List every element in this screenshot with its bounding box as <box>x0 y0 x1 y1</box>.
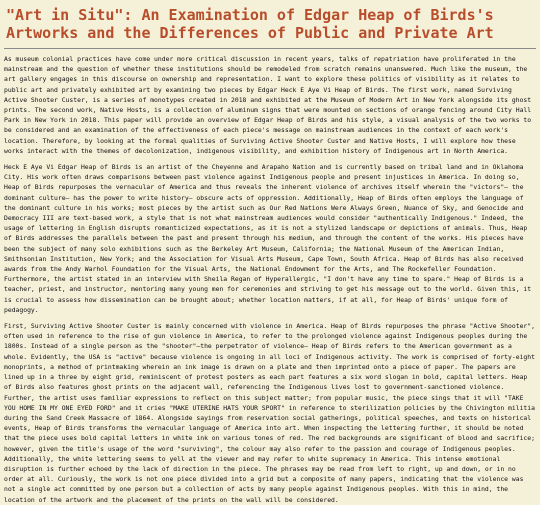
paragraph-surviving-active-shooter-custer: First, Surviving Active Shooter Custer is mainly concerned with violence in America. Heap of Birds repurposes the phrase "Active Shooter", often used in reference to the rise of gun violence in America, to refer to the prolonged violence against Indigenous peoples during the 1800s. Instead of a single person as the "shooter"—the perpetrator of violence— Heap of Birds refers to the American government as a whole. Evidently, the USA is "active" because violence is ongoing in all loci of Indigenous activity. The work is comprised of forty-eight monoprints, a method of printmaking wherein an ink image is drawn on a plate and then imprinted onto a piece of paper. The papers are lined up in a three by eight grid, reminiscent of protest posters as each part features a six word slogan in bold, capital letters. Heap of Birds also features ghost prints on the adjacent wall, referencing the Indigenous lives lost to government-sanctioned violence. Further, the artist uses familiar expressions to reflect on this subject matter; from popular music, the piece sings that it will "TAKE YOU HOME IN MY ONE EYED FORD" and it cries "MAKE UTERINE HATS YOUR SPORT" in reference to sterilization policies by the Chivington militia during the Sand Creek Massacre of 1864. Alongside sayings from reservation social gatherings, political speeches, and texts on historical events, Heap of Birds transforms the vernacular language of America into art. When inspecting the lettering further, it should be noted that the piece uses bold capital letters in white ink on various tones of red. The red backgrounds are significant of blood and sacrifice; however, given the title's usage of the word "surviving", the colour may also refer to the passion and courage of Indigenous peoples. Additionally, the white lettering seems to yell at the viewer and may refer to white supremacy in America. This intense emotional disruption is further echoed by the lack of direction in the piece. The phrases may be read from left to right, up and down, or in no order at all. Curiously, the work is not one piece divided into a grid but a composite of many papers, indicating that the violence was not a single act committed by one person but a collection of acts by many people against Indigenous peoples. With this in mind, the location of the artwork and the placement of the prints on the wall will be considered. <box>4 322 535 504</box>
paragraph-artist-background: Heck E Aye Vi Edgar Heap of Birds is an artist of the Cheyenne and Arapaho Nation and is currently based on tribal land and in Oklahoma City. His work often draws comparisons between past violence against Indigenous people and present injustices in America. In doing so, Heap of Birds repurposes the vernacular of America and thus reveals the inherent violence of archives itself wherein the "victors"— the dominant culture— has the power to write history— obscure acts of oppression. Additionally, Heap of Birds often employs the language of the dominant culture in his works; most pieces by the artist such as Our Red Nations Were Always Green, Nuance of Sky, and Genocide and Democracy III are text-based work, a style that is not what mainstream audiences would consider "authentically Indigenous." Indeed, the usage of lettering in English disrupts romanticized expectations, as it is not a stylized landscape or depictions of animals. Thus, Heap of Birds addresses the parallels between the past and present through his medium, and through the content of the works. His pieces have been the subject of many solo exhibitions such as the Berkeley Art Museum, California; the National Museum of the American Indian, Smithsonian Institution, New York; and the Association for Visual Arts Museum, Cape Town, South Africa. Heap of Birds has also received awards from the Andy Warhol Foundation for the Visual Arts, the National Endowment for the Arts, and The Rockefeller Foundation. Furthermore, the artist stated in an interview with Sheila Regan of Hyperallergic, "I don't have any time to spare." Heap of Birds is a teacher, priest, and instructor, mentoring many young men for ceremonies and striving to get his message out to the world. Given this, it is crucial to assess how dissemination can be brought about; whether location matters, if at all, for Heap of Birds' unique form of pedagogy. <box>4 163 532 314</box>
page-title: "Art in Situ": An Examination of Edgar Heap of Birds's Artworks and the Differences of Public and Private Art <box>6 6 494 42</box>
paragraph-introduction: As museum colonial practices have come under more critical discussion in recent years, talks of repatriation have proliferated in the mainstream and the question of whether these institutions should be remodeled from scratch remains unanswered. Much like the museum, the art gallery engages in this discourse on ownership and representation. I want to explore these politics of visibility as it relates to public art and privately exhibited art by examining two pieces by Edgar Heck E Aye Vi Heap of Birds. The first work, named Surviving Active Shooter Custer, is a series of monotypes created in 2018 and exhibited at the Museum of Modern Art in New York alongside its ghost prints. The second work, Native Hosts, is a collection of aluminum signs that were mounted on sections of orange fencing around City Hall Park in New York in 2018. This paper will provide an overview of Edgar Heap of Birds and his style, a visual analysis of the two works to be considered and an examination of the effectiveness of each piece's message on mainstream audiences in the context of each work's location. Therefore, by looking at the formal qualities of Surviving Active Shooter Custer and Native Hosts, I will explore how these works interact with the themes of decolonization, indigenous visibility, and exhibition history of Indigenous art in North America. <box>4 55 532 155</box>
title-divider <box>4 48 536 49</box>
